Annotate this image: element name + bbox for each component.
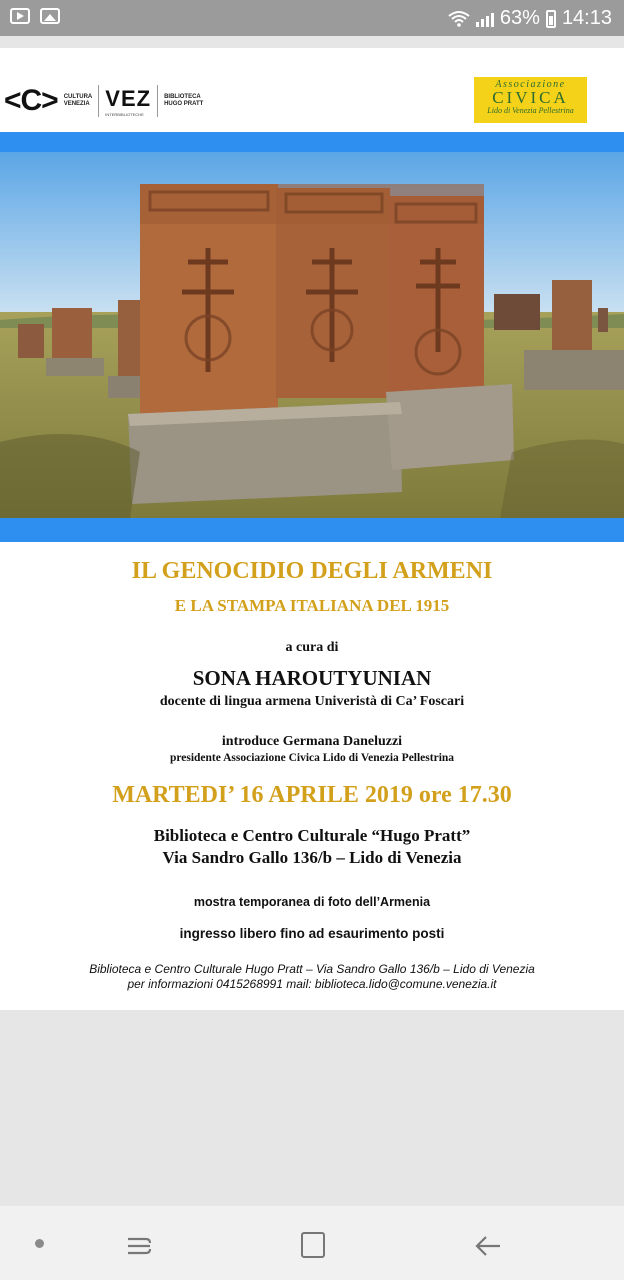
logo-divider <box>98 85 99 117</box>
associazione-civica-logo: Associazione CIVICA Lido di Venezia Pellestrina <box>474 77 587 123</box>
footer-address: Biblioteca e Centro Culturale Hugo Pratt – Via Sandro Gallo 136/b – Lido di Venezia <box>89 962 535 976</box>
top-blue-band <box>0 132 624 152</box>
signal-icon <box>476 11 494 27</box>
poster-title: IL GENOCIDIO DEGLI ARMENI <box>131 558 493 584</box>
introducer: introduce Germana Daneluzzi <box>221 734 403 749</box>
khachkar-photo <box>0 152 624 518</box>
recent-apps-icon[interactable] <box>126 1234 152 1258</box>
event-poster[interactable] <box>0 48 624 1010</box>
android-nav-bar <box>0 1206 624 1280</box>
biblioteca-label: BIBLIOTECA HUGO PRATT <box>164 94 204 107</box>
dot-indicator-icon[interactable] <box>35 1239 44 1248</box>
entry-note: ingresso libero fino ad esaurimento posti <box>179 926 445 941</box>
speaker-name: SONA HAROUTYUNIAN <box>192 666 432 690</box>
footer-contacts: per informazioni 0415268991 mail: biblioteca.lido@comune.venezia.it <box>127 977 497 991</box>
cultura-label: CULTURA VENEZIA <box>63 94 93 107</box>
vez-logo: VEZ INTERBIBLIOTECHE <box>105 85 152 117</box>
battery-percent: 63% <box>499 7 540 29</box>
logo-divider <box>157 85 158 117</box>
cultura-mark: <C> <box>4 84 58 117</box>
introducer-role: presidente Associazione Civica Lido di Venezia Pellestrina <box>169 752 455 764</box>
gallery-icon <box>40 8 60 24</box>
venue-name: Biblioteca e Centro Culturale “Hugo Pratt” <box>153 826 471 845</box>
top-gap <box>0 36 624 48</box>
status-right <box>448 7 612 30</box>
exhibit-note: mostra temporanea di foto dell’Armenia <box>193 895 431 909</box>
curated-by-label: a cura di <box>285 640 339 655</box>
youtube-icon <box>10 8 30 24</box>
battery-icon <box>546 10 556 28</box>
event-date: MARTEDI’ 16 APRILE 2019 ore 17.30 <box>112 782 512 808</box>
status-left-icons <box>10 8 60 24</box>
wifi-icon <box>448 10 470 28</box>
bottom-blue-band <box>0 518 624 542</box>
cultura-venezia-logo <box>4 84 203 118</box>
clock: 14:13 <box>561 7 612 29</box>
status-bar <box>0 0 624 36</box>
poster-subtitle: E LA STAMPA ITALIANA DEL 1915 <box>174 596 450 615</box>
speaker-role: docente di lingua armena Univeristà di Ca’ Foscari <box>159 694 465 709</box>
back-icon[interactable] <box>474 1234 502 1258</box>
home-icon[interactable] <box>301 1232 325 1258</box>
logo-row <box>0 48 624 132</box>
venue-address: Via Sandro Gallo 136/b – Lido di Venezia <box>162 848 462 867</box>
